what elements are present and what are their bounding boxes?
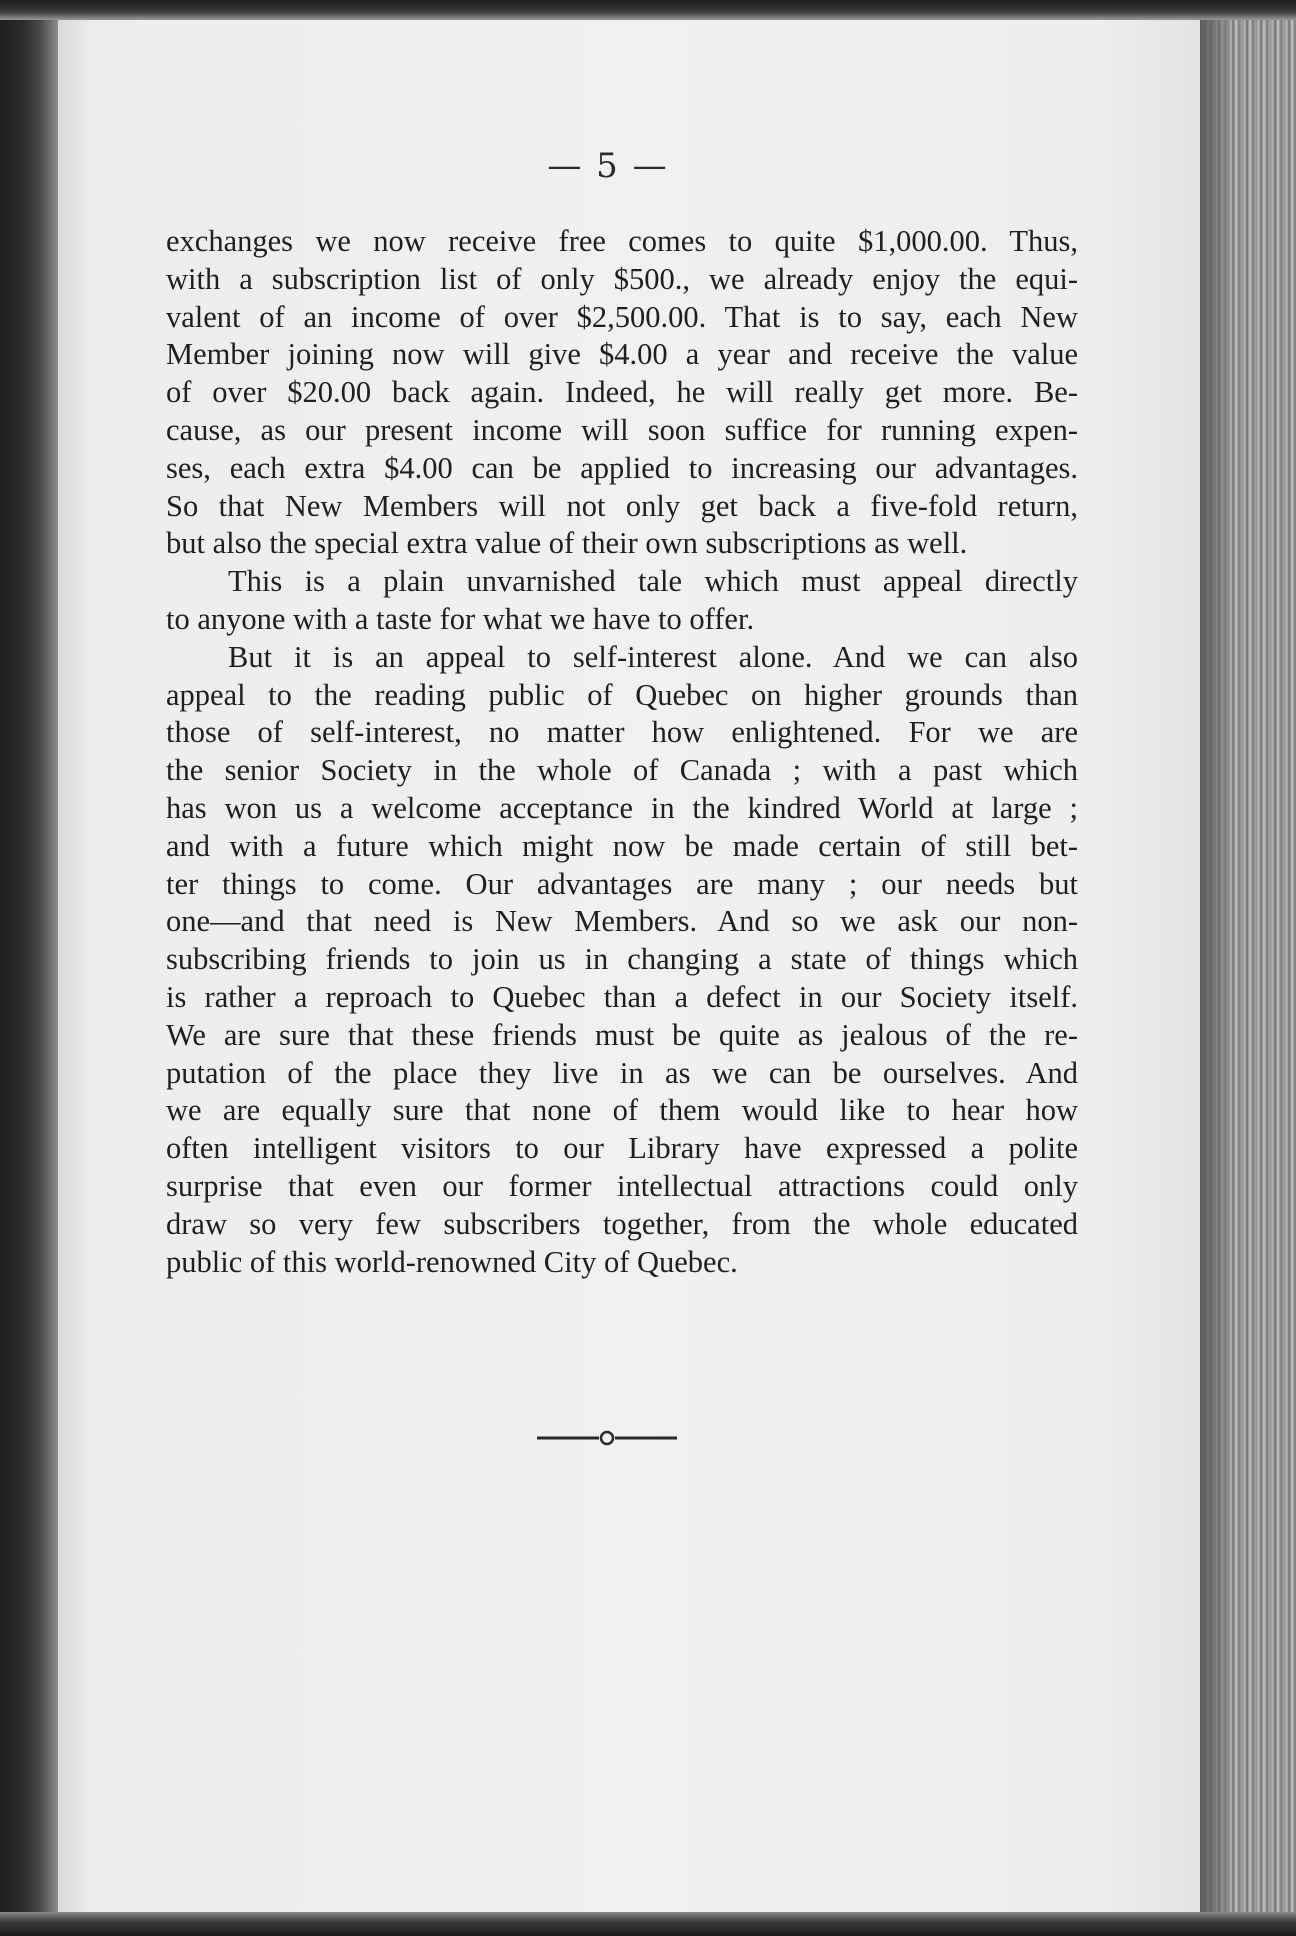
section-end-ornament (535, 1428, 679, 1448)
page-number: — 5 — (547, 146, 669, 186)
text-line: has won us a welcome acceptance in the kindred World at large ; (166, 790, 1078, 825)
text-line: But it is an appeal to self-interest alone. And we can also (228, 639, 1078, 674)
paragraph-1 (166, 223, 1078, 563)
text-line: ses, each extra $4.00 can be applied to increasing our advantages. (166, 450, 1078, 485)
bottom-scan-edge (0, 1912, 1296, 1936)
text-line: of over $20.00 back again. Indeed, he will really get more. Be- (166, 375, 1078, 410)
text-line: surprise that even our former intellectual attractions could only (166, 1168, 1078, 1203)
text-line: is rather a reproach to Quebec than a defect in our Society itself. (166, 979, 1078, 1014)
text-line: Member joining now will give $4.00 a year and receive the value (166, 337, 1078, 372)
text-line: to anyone with a taste for what we have to offer. (166, 601, 755, 636)
text-line: we are equally sure that none of them would like to hear how (166, 1093, 1078, 1128)
text-line: but also the special extra value of their own subscriptions as well. (166, 526, 968, 561)
text-line: draw so very few subscribers together, from the whole educated (166, 1206, 1078, 1241)
body-text (166, 223, 1078, 1281)
book-binding-shadow (0, 0, 58, 1936)
text-line: one—and that need is New Members. And so we ask our non- (166, 904, 1078, 939)
text-line: public of this world-renowned City of Quebec. (166, 1244, 738, 1279)
paragraph-3 (166, 639, 1078, 1282)
text-line: putation of the place they live in as we can be ourselves. And (166, 1055, 1078, 1090)
text-line: valent of an income of over $2,500.00. That is to say, each New (166, 299, 1078, 334)
text-line: This is a plain unvarnished tale which must appeal directly (228, 564, 1078, 599)
text-line: often intelligent visitors to our Library have expressed a polite (166, 1131, 1078, 1166)
text-line: those of self-interest, no matter how enlightened. For we are (166, 715, 1078, 750)
text-line: with a subscription list of only $500., we already enjoy the equi- (166, 261, 1078, 296)
text-line: cause, as our present income will soon suffice for running expen- (166, 412, 1078, 447)
page-stack-shadow (1200, 0, 1230, 1936)
text-line: appeal to the reading public of Quebec on higher grounds than (166, 677, 1078, 712)
text-line: ter things to come. Our advantages are many ; our needs but (166, 866, 1078, 901)
top-scan-edge (0, 0, 1296, 20)
text-line: the senior Society in the whole of Canada ; with a past which (166, 753, 1078, 788)
paragraph-2 (166, 563, 1078, 639)
text-line: We are sure that these friends must be quite as jealous of the re- (166, 1017, 1078, 1052)
text-line: and with a future which might now be made certain of still bet- (166, 828, 1078, 863)
text-line: subscribing friends to join us in changing a state of things which (166, 942, 1078, 977)
text-line: exchanges we now receive free comes to quite $1,000.00. Thus, (166, 224, 1078, 258)
text-line: So that New Members will not only get back a five-fold return, (166, 488, 1078, 523)
paper-sheet (58, 18, 1208, 1914)
